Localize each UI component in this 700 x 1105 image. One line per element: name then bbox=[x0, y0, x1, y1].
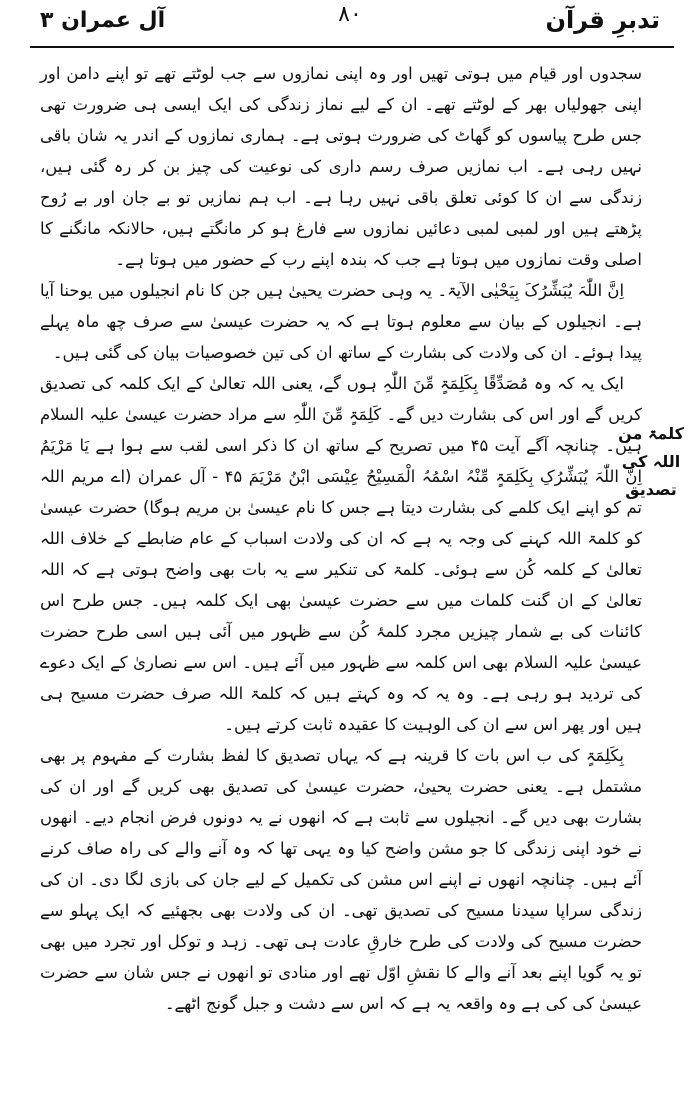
page-number: ۸۰ bbox=[338, 2, 362, 27]
commentary-body bbox=[40, 58, 642, 1105]
margin-note: کلمۃ من اللہ کی تصدیق bbox=[618, 424, 684, 499]
surah-name: آل عمران ۳ bbox=[40, 8, 166, 33]
paragraph: اِنَّ اللّٰہَ یُبَشِّرُکَ بِیَحْیٰی الآیۃ۔ یہ وہی حضرت یحییٰ ہیں جن کا نام انجیلوں میں یوحنا آیا ہے۔ انجیلوں کے بیان سے معلوم ہوتا ہے کہ یہ حضرت عیسیٰ سے صرف چھ ماہ پہلے پیدا ہوئے۔ ان کی ولادت کی بشارت کے ساتھ ان کی تین خصوصیات بیان کی گئی ہیں۔ bbox=[40, 281, 642, 362]
paragraph: سجدوں اور قیام میں ہوتی تھیں اور وہ اپنی نمازوں سے جب لوٹتے تھے تو اپنے دامن اور اپنی جھولیاں بھر کے لوٹتے تھے۔ ان کے لیے نماز زندگی کی ایک ایسی ہی ضرورت تھی جس طرح پیاسوں کو گھاٹ کی ضرورت ہوتی ہے۔ ہماری نمازوں کے اندر یہ شان باقی نہیں رہی ہے۔ اب نمازیں صرف رسم داری کی نوعیت کی چیز بن کر رہ گئی ہیں، زندگی سے ان کا کوئی تعلق باقی نہیں رہا ہے۔ اب ہم نمازیں تو بے جان اور بے رُوح پڑھتے ہیں اور لمبی لمبی دعائیں نمازوں سے فارغ ہو کر مانگتے ہیں، حالانکہ مانگنے کا اصلی وقت نمازوں میں ہوتا ہے جب کہ بندہ اپنے رب کے حضور میں ہوتا ہے۔ bbox=[40, 64, 642, 269]
header-rule bbox=[30, 46, 674, 48]
paragraph: بِکَلِمَۃٍ کی ب اس بات کا قرینہ ہے کہ یہاں تصدیق کا لفظ بشارت کے مفہوم پر بھی مشتمل ہے۔ یعنی حضرت یحییٰ، حضرت عیسیٰ کی تصدیق بھی کریں گے اور ان کی بشارت بھی دیں گے۔ انجیلوں سے ثابت ہے کہ انھوں نے یہ دونوں فرض انجام دیے۔ انھوں نے خود اپنی زندگی کا جو مشن واضح کیا وہ یہی تھا کہ وہ آنے والے کی راہ صاف کرنے آئے ہیں۔ چنانچہ انھوں نے اپنے اس مشن کی تکمیل کے لیے جان کی بازی لگا دی۔ ان کی زندگی سراپا سیدنا مسیح کی تصدیق تھی۔ ان کی ولادت بھی بجھئیے کہ ایک پہلو سے حضرت مسیح کی ولادت کی طرح خارقِ عادت ہی تھی۔ زہد و توکل اور تجرد میں بھی تو یہ گویا اپنے بعد آنے والے کا نقشِ اوّل تھے اور منادی تو انھوں نے جس شان سے حضرت عیسیٰ کی کی ہے وہ واقعہ یہ ہے کہ اس سے دشت و جبل گونج اٹھے۔ bbox=[40, 746, 642, 1013]
book-title: تدبرِ قرآن bbox=[545, 6, 660, 34]
paragraph: ایک یہ کہ وہ مُصَدِّقًا بِکَلِمَۃٍ مِّنَ اللّٰہِ ہوں گے، یعنی اللہ تعالیٰ کے ایک کلمہ کی تصدیق کریں گے اور اس کی بشارت دیں گے۔ کَلِمَۃٍ مِّنَ اللّٰہِ سے مراد حضرت عیسیٰ علیہ السلام ہیں۔ چنانچہ آگے آیت ۴۵ میں تصریح کے ساتھ ان کا ذکر اسی لقب سے ہوا ہے یَا مَرْیَمُ اِنَّ اللّٰہَ یُبَشِّرُکِ بِکَلِمَۃٍ مِّنْہُ اسْمُہُ الْمَسِیْحُ عِیْسَی ابْنُ مَرْیَمَ ۴۵ - آل عمران (اے مریم اللہ تم کو اپنے ایک کلمے کی بشارت دیتا ہے جس کا نام عیسیٰ بن مریم ہوگا) حضرت عیسیٰ کو کلمۃ اللہ کہنے کی وجہ یہ ہے کہ ان کی ولادت اسباب کے عام ضابطے کے خلاف اللہ تعالیٰ کے کلمہ کُن سے ہوئی۔ کلمۃ کی تنکیر سے یہ بات بھی واضح ہوتی ہے کہ اللہ تعالیٰ کے ان گنت کلمات میں سے حضرت عیسیٰ بھی ایک کلمہ ہیں۔ جس طرح اس کائنات کی بے شمار چیزیں مجرد کلمۂ کُن سے ظہور میں آئی ہیں اسی طرح حضرت عیسیٰ علیہ السلام بھی اس کلمہ سے ظہور میں آئے ہیں۔ اس سے نصاریٰ کے ایک دعوے کی تردید ہو رہی ہے۔ وہ یہ کہ وہ کہتے ہیں کہ کلمۃ اللہ صرف حضرت مسیح ہی ہیں اور پھر اس سے ان کی الوہیت کا عقیدہ ثابت کرتے ہیں۔ bbox=[40, 374, 643, 734]
page-header bbox=[0, 0, 700, 56]
